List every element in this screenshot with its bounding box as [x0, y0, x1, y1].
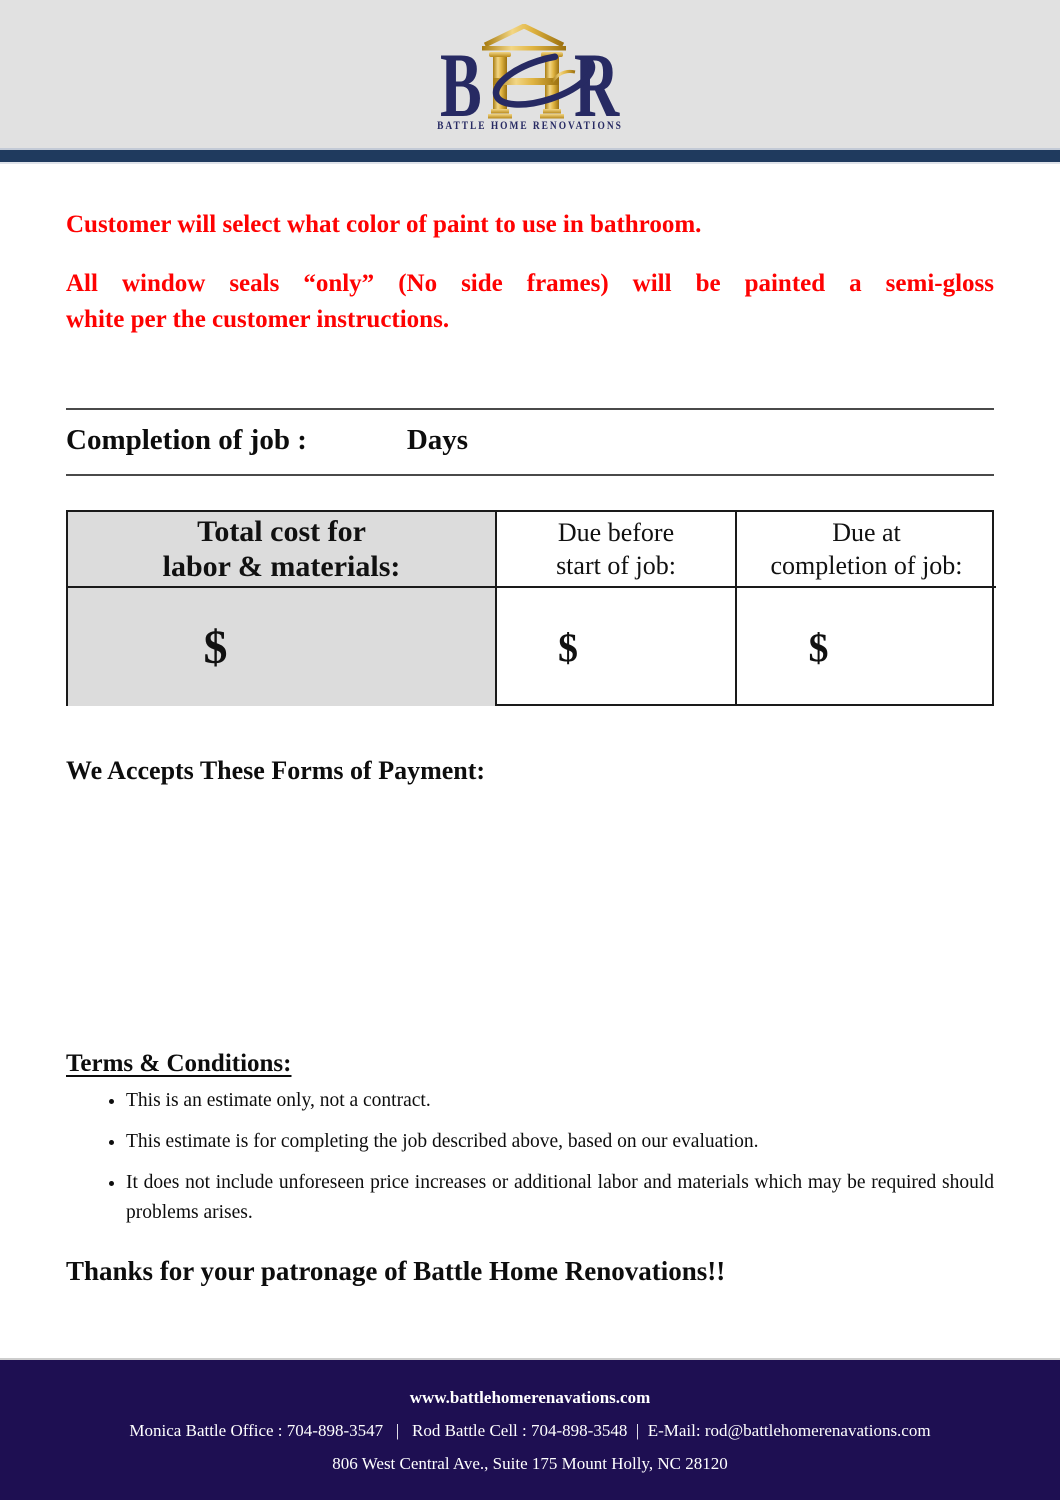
section-divider-bottom [66, 474, 994, 476]
cost-table-header-due-completion [735, 512, 996, 586]
cost-table-value-due-completion [735, 586, 996, 706]
logo-letter-r: R [573, 35, 620, 124]
terms-item-2: • This estimate is for completing the job described above, based on our evaluation. [126, 1127, 994, 1157]
footer-address: 806 West Central Ave., Suite 175 Mount Holly, NC 28120 [332, 1454, 728, 1473]
header-due-before-line-2: start of job: [556, 551, 676, 580]
section-divider-top [66, 408, 994, 410]
cost-table [66, 510, 994, 706]
cost-table-header-total [68, 512, 495, 586]
footer [0, 1358, 1060, 1500]
terms-item-3: • It does not include unforeseen price increases or additional labor and materials which may be required should problems arises. [126, 1168, 994, 1228]
cost-table-value-due-before [495, 586, 735, 706]
logo-tagline: BATTLE HOME RENOVATIONS [437, 120, 623, 132]
cost-table-value-total [68, 586, 495, 706]
due-completion-amount-field: $ [808, 624, 829, 670]
due-before-amount-field: $ [558, 624, 578, 670]
header-due-completion-line-2: completion of job: [770, 551, 963, 580]
footer-contacts: Monica Battle Office : 704-898-3547 | Rod Battle Cell : 704-898-3548 | E-Mail: rod@battlehomerenavations.com [129, 1421, 931, 1440]
header-total-line-1: Total cost for [197, 515, 366, 548]
customer-note-2-line-1: All window seals “only” (No side frames) will be painted a semi-gloss [66, 270, 994, 297]
header-total-line-2: labor & materials: [162, 550, 401, 583]
customer-note-2-line-2: white per the customer instructions. [66, 306, 450, 333]
terms-item-1: • This is an estimate only, not a contract. [126, 1086, 994, 1116]
completion-label: Completion of job : [66, 424, 307, 456]
logo-letter-b: B [440, 35, 482, 124]
total-amount-field: $ [203, 620, 228, 674]
customer-note-1: Customer will select what color of paint to use in bathroom. [66, 211, 702, 238]
header-due-before-line-1: Due before [557, 518, 675, 547]
footer-website: www.battlehomerenavations.com [409, 1388, 651, 1407]
cost-table-header-due-before [495, 512, 735, 586]
completion-value: Days [406, 424, 469, 456]
payment-heading: We Accepts These Forms of Payment: [66, 756, 486, 785]
terms-heading: Terms & Conditions: [66, 1050, 292, 1077]
completion-row [66, 424, 994, 457]
customer-note-2 [66, 266, 994, 338]
header-due-completion-line-1: Due at [832, 518, 901, 547]
document-body [66, 0, 994, 1358]
terms-list [66, 1086, 994, 1239]
thanks-line: Thanks for your patronage of Battle Home Renovations!! [66, 1256, 726, 1286]
